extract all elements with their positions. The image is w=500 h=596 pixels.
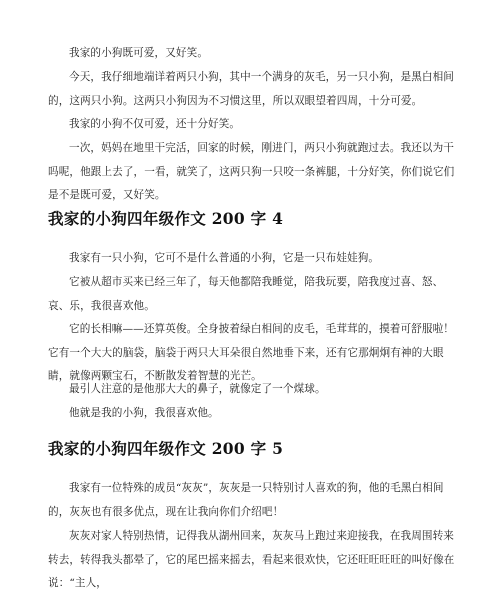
section-heading: 我家的小狗四年级作文 200 字 5 (48, 439, 284, 458)
paragraph: 我家的小狗不仅可爱，还十分好笑。 (69, 118, 241, 130)
paragraph: 我家的小狗既可爱，又好笑。 (69, 47, 209, 59)
paragraph: 灰灰对家人特别热情，记得我从湖州回来，灰灰马上跑过来迎接我，在我周围转来转去，转得我头都晕了，它的尾巴摇来摇去，看起来很欢快，它还旺旺旺旺的叫好像在说：“主人， (48, 530, 455, 589)
paragraph: 最引人注意的是他那大大的鼻子，就像定了一个煤球。 (69, 383, 326, 395)
paragraph: 它被从超市买来已经三年了，每天他都陪我睡觉，陪我玩要，陪我度过喜、怒、哀、乐，我很喜欢他。 (48, 276, 444, 312)
paragraph: 我家有一位特殊的成员“灰灰”，灰灰是一只特别讨人喜欢的狗，他的毛黑白相间的，灰灰也有很多优点，现在让我向你们介绍吧！ (48, 482, 444, 518)
paragraph: 我家有一只小狗，它可不是什么普通的小狗，它是一只布娃娃狗。 (69, 252, 380, 264)
paragraph: 它的长相嘛——还算英俊。全身披着绿白相间的皮毛，毛茸茸的，摸着可舒服啦！它有一个大大的脑袋，脑袋于两只大耳朵很自然地垂下来，还有它那炯炯有神的大眼睛，就像两颗宝石，不断散发着智慧的光芒。 (48, 323, 454, 382)
paragraph: 一次，妈妈在地里干完活，回家的时候，刚进门，两只小狗就跑过去。我还以为干吗呢，他跟上去了，一看，就笑了，这两只狗一只咬一条裤腿，十分好笑，你们说它们是不是既可爱，又好笑。 (48, 142, 455, 201)
paragraph: 今天，我仔细地端详着两只小狗，其中一个满身的灰毛，另一只小狗，是黑白相间的，这两只小狗。这两只小狗因为不习惯这里，所以双眼望着四周，十分可爱。 (48, 71, 454, 107)
paragraph: 他就是我的小狗，我很喜欢他。 (69, 407, 219, 419)
section-heading: 我家的小狗四年级作文 200 字 4 (48, 209, 284, 228)
